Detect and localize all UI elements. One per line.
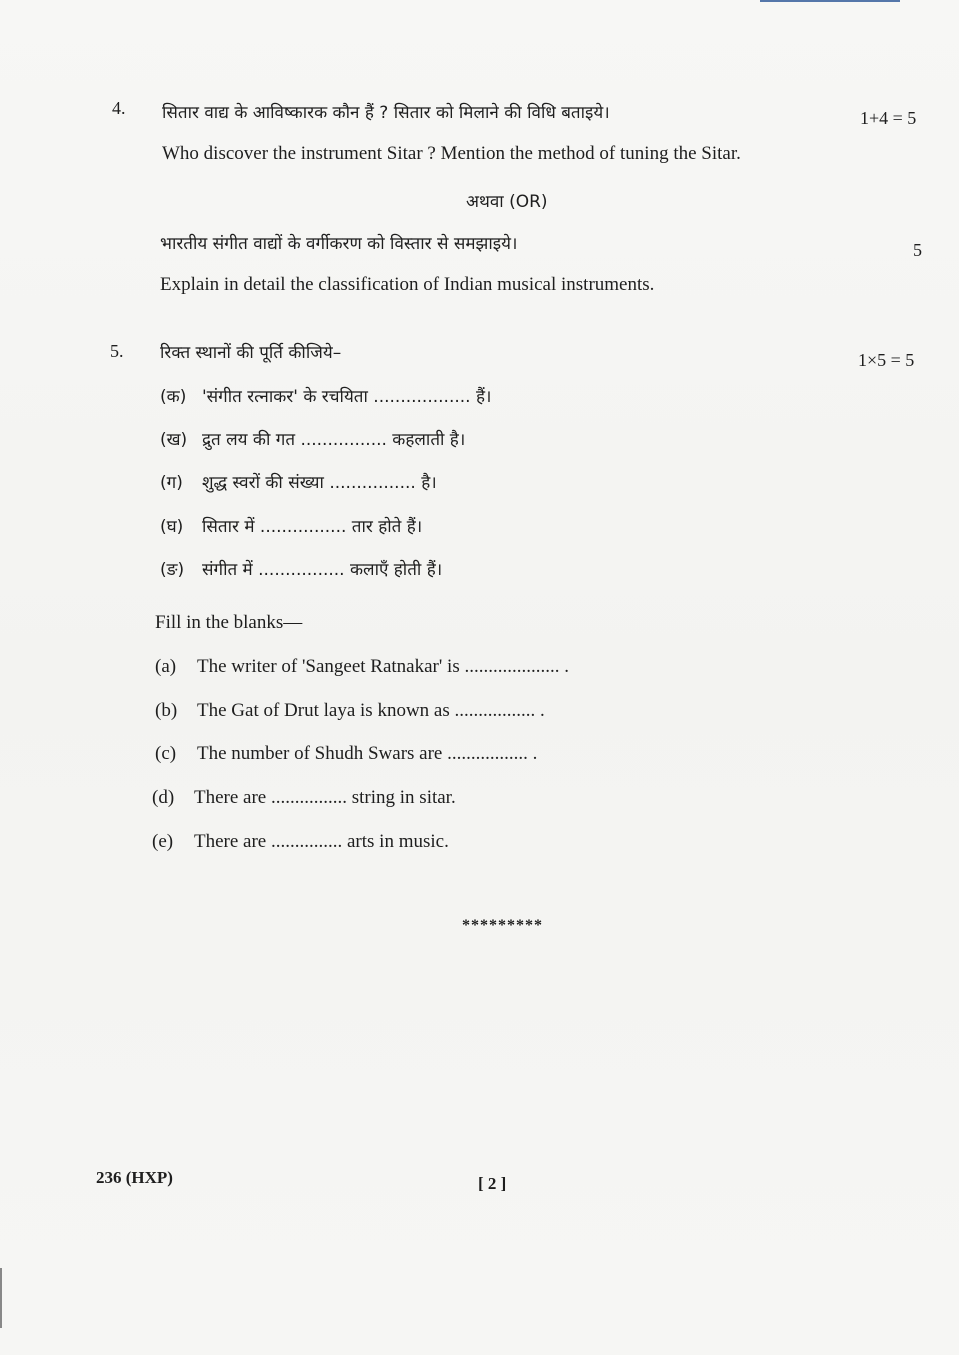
hindi-blank-item: [160, 384, 491, 407]
english-blank-item: [155, 743, 537, 765]
english-item-label: (c): [155, 743, 177, 764]
hindi-blank-item: [160, 427, 465, 450]
scan-edge-mark: [0, 1268, 2, 1328]
english-item-label: (d): [152, 787, 175, 808]
hindi-item-label: (ङ): [160, 560, 185, 580]
q5-marks: 1×5 = 5: [858, 350, 915, 370]
fill-blanks-heading: Fill in the blanks—: [155, 612, 303, 633]
hindi-blank-item: [160, 514, 422, 537]
end-marker: *********: [462, 917, 543, 934]
english-blank-item: [155, 656, 569, 678]
english-blank-item: [155, 700, 545, 722]
q4-marks: 1+4 = 5: [860, 108, 917, 128]
q4-alt-hindi-text: भारतीय संगीत वाद्यों के वर्गीकरण को विस्तार से समझाइये।: [160, 234, 518, 254]
english-blank-item: [152, 787, 456, 809]
q4-number: 4.: [112, 98, 126, 118]
english-item-label: (a): [155, 656, 177, 677]
q5-number: 5.: [110, 341, 124, 361]
english-item-text: There are ................ string in sitar.: [194, 787, 456, 808]
hindi-blank-item: [160, 557, 442, 580]
hindi-item-text: शुद्ध स्वरों की संख्या ................ है।: [202, 473, 437, 493]
hindi-item-text: द्रुत लय की गत ................ कहलाती है।: [202, 430, 466, 450]
q4-alt-marks: 5: [913, 240, 922, 260]
hindi-item-label: (क): [160, 387, 187, 407]
hindi-item-label: (ग): [160, 473, 183, 493]
top-edge-line: [760, 0, 900, 2]
english-item-label: (e): [152, 831, 174, 852]
english-item-text: The number of Shudh Swars are ................. .: [197, 743, 538, 764]
hindi-item-text: सितार में ................ तार होते हैं।: [202, 517, 423, 537]
hindi-item-label: (ख): [160, 430, 188, 450]
english-item-text: The Gat of Drut laya is known as ................. .: [197, 700, 545, 721]
hindi-item-text: 'संगीत रत्नाकर' के रचयिता .................. हैं।: [202, 387, 492, 407]
hindi-blank-item: [160, 470, 437, 493]
english-item-text: There are ............... arts in music.: [194, 831, 449, 852]
hindi-item-label: (घ): [160, 517, 184, 537]
english-item-label: (b): [155, 700, 178, 721]
q4-alt-english-text: Explain in detail the classification of Indian musical instruments.: [160, 274, 655, 295]
english-blank-item: [152, 831, 449, 853]
q5-hindi-text: रिक्त स्थानों की पूर्ति कीजिये–: [160, 343, 342, 363]
q4-hindi-text: सितार वाद्य के आविष्कारक कौन हैं ? सितार को मिलाने की विधि बताइये।: [162, 103, 610, 123]
or-label: अथवा (OR): [466, 192, 548, 212]
page-number: [ 2 ]: [478, 1174, 507, 1193]
q4-english-text: Who discover the instrument Sitar ? Mention the method of tuning the Sitar.: [162, 143, 741, 164]
hindi-item-text: संगीत में ................ कलाएँ होती हैं।: [202, 560, 443, 580]
english-item-text: The writer of 'Sangeet Ratnakar' is .................... .: [197, 656, 569, 677]
paper-code: 236 (HXP): [96, 1168, 173, 1187]
